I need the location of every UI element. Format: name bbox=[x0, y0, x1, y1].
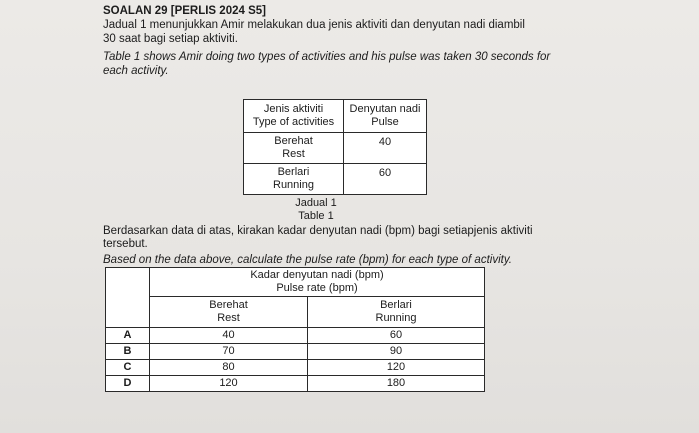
table2-header-ms: Kadar denyutan nadi (bpm) bbox=[250, 269, 384, 281]
table1-pulse-cell: 60 bbox=[344, 164, 427, 195]
table2-header-pulse-rate bbox=[150, 268, 485, 297]
table2-row bbox=[106, 376, 485, 392]
table2-row bbox=[106, 360, 485, 376]
table2-subheader-rest bbox=[150, 297, 308, 328]
rest-value: 40 bbox=[150, 328, 308, 344]
table1-header-pulse-ms: Denyutan nadi bbox=[349, 103, 421, 115]
intro-english-line-2: each activity. bbox=[103, 65, 169, 77]
table1-header-pulse-en: Pulse bbox=[371, 116, 399, 128]
table1-row bbox=[244, 164, 427, 195]
running-value: 180 bbox=[308, 376, 485, 392]
intro-malay-line-1: Jadual 1 menunjukkan Amir melakukan dua jenis aktiviti dan denyutan nadi diambil bbox=[103, 19, 525, 31]
activity-ms: Berlari bbox=[277, 166, 310, 178]
rest-value: 120 bbox=[150, 376, 308, 392]
intro-malay-line-2: 30 saat bagi setiap aktiviti. bbox=[103, 33, 238, 45]
question-english: Based on the data above, calculate the pulse rate (bpm) for each type of activity. bbox=[103, 254, 512, 266]
table2-rest-en: Rest bbox=[217, 312, 240, 324]
question-heading: SOALAN 29 [PERLIS 2024 S5] bbox=[103, 5, 266, 17]
table2-corner-cell bbox=[106, 268, 150, 328]
activity-en: Rest bbox=[282, 148, 305, 160]
table-1 bbox=[243, 99, 427, 195]
table2-row bbox=[106, 344, 485, 360]
question-malay-line-1: Berdasarkan data di atas, kirakan kadar denyutan nadi (bpm) bagi setiapjenis aktiviti bbox=[103, 225, 533, 237]
table1-header-activity-en: Type of activities bbox=[252, 116, 335, 128]
option-label: B bbox=[106, 344, 150, 360]
activity-en: Running bbox=[273, 179, 314, 191]
table1-activity-cell bbox=[244, 133, 344, 164]
running-value: 60 bbox=[308, 328, 485, 344]
running-value: 90 bbox=[308, 344, 485, 360]
running-value: 120 bbox=[308, 360, 485, 376]
answer-options-table bbox=[105, 267, 485, 392]
table1-caption-en: Table 1 bbox=[298, 210, 334, 222]
table2-row bbox=[106, 328, 485, 344]
option-label: A bbox=[106, 328, 150, 344]
activity-ms: Berehat bbox=[274, 135, 313, 147]
option-label: D bbox=[106, 376, 150, 392]
table2-header-en: Pulse rate (bpm) bbox=[276, 282, 358, 294]
table1-activity-cell bbox=[244, 164, 344, 195]
table2-running-ms: Berlari bbox=[380, 299, 412, 311]
table1-row bbox=[244, 133, 427, 164]
table2-running-en: Running bbox=[375, 312, 417, 324]
question-malay-line-2: tersebut. bbox=[103, 238, 148, 250]
table1-pulse-cell: 40 bbox=[344, 133, 427, 164]
table1-header-activity-ms: Jenis aktiviti bbox=[263, 103, 324, 115]
intro-english-line-1: Table 1 shows Amir doing two types of activities and his pulse was taken 30 seconds for bbox=[103, 51, 551, 63]
table2-subheader-running bbox=[308, 297, 485, 328]
table2-rest-ms: Berehat bbox=[209, 299, 248, 311]
rest-value: 70 bbox=[150, 344, 308, 360]
option-label: C bbox=[106, 360, 150, 376]
table1-header-pulse bbox=[344, 100, 427, 133]
table1-header-activity bbox=[244, 100, 344, 133]
table1-caption-ms: Jadual 1 bbox=[295, 197, 337, 209]
rest-value: 80 bbox=[150, 360, 308, 376]
